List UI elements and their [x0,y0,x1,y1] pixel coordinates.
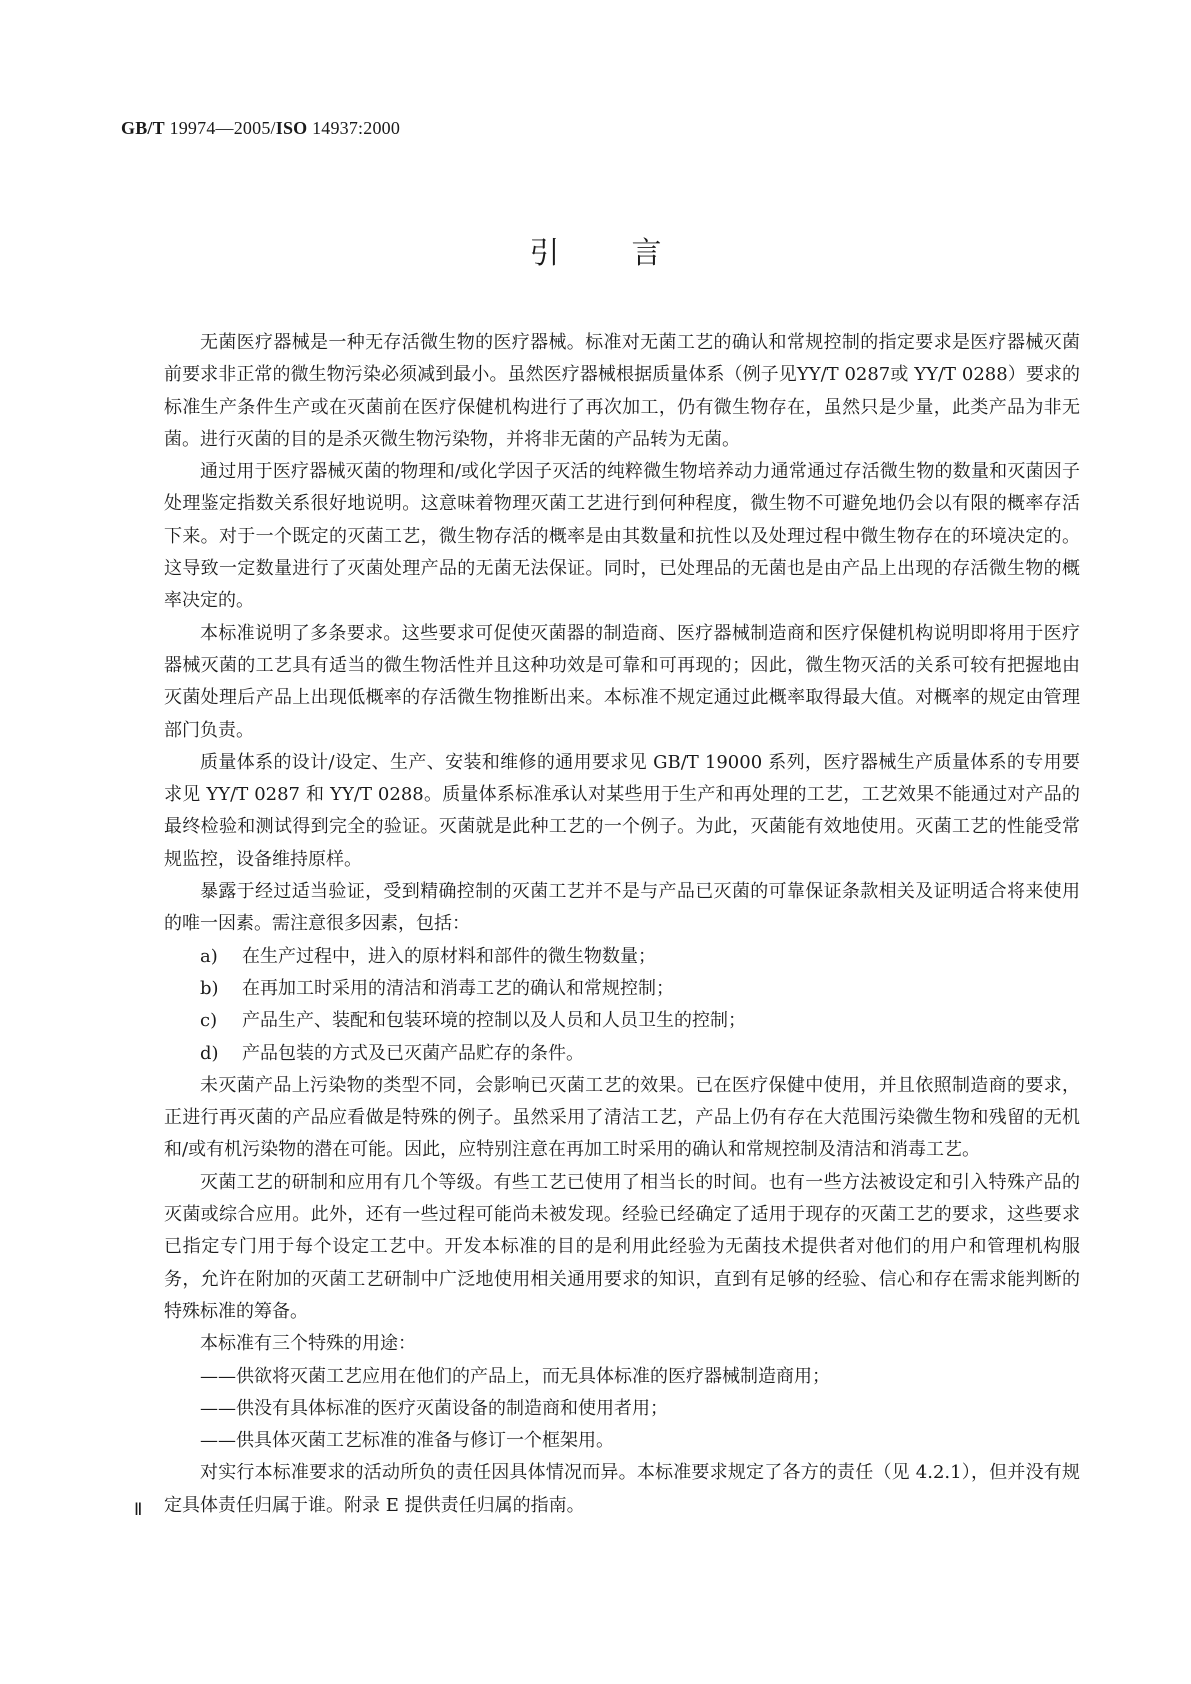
paragraph: 通过用于医疗器械灭菌的物理和/或化学因子灭活的纯粹微生物培养动力通常通过存活微生物的数量和灭菌因子处理鉴定指数关系很好地说明。这意味着物理灭菌工艺进行到何种程度，微生物不可避免地仍会以有限的概率存活下来。对于一个既定的灭菌工艺，微生物存活的概率是由其数量和抗性以及处理过程中微生物存在的环境决定的。这导致一定数量进行了灭菌处理产品的无菌无法保证。同时，已处理品的无菌也是由产品上出现的存活微生物的概率决定的。 [164,461,1080,612]
gb-number: 19974—2005 [169,118,271,138]
list-item: d) 产品包装的方式及已灭菌产品贮存的条件。 [200,1042,584,1064]
paragraph: 对实行本标准要求的活动所负的责任因具体情况而异。本标准要求规定了各方的责任（见 4.2.1），但并没有规定具体责任归属于谁。附录 E 提供责任归属的指南。 [164,1462,1080,1516]
paragraph: 无菌医疗器械是一种无存活微生物的医疗器械。标准对无菌工艺的确认和常规控制的指定要求是医疗器械灭菌前要求非正常的微生物污染必须减到最小。虽然医疗器械根据质量体系（例子见YY/T 0287或 YY/T 0288）要求的标准生产条件生产或在灭菌前在医疗保健机构进行了再次加工，仍有微生物存在，虽然只是少量，此类产品为非无菌。进行灭菌的目的是杀灭微生物污染物，并将非无菌的产品转为无菌。 [164,332,1080,450]
page-number: Ⅱ [134,1500,143,1519]
page-title [0,228,1191,272]
gb-prefix: GB/T [121,118,165,138]
title-char-2: 言 [631,236,662,271]
list-item: c) 产品生产、装配和包装环境的控制以及人员和人员卫生的控制； [200,1010,746,1032]
paragraph: 灭菌工艺的研制和应用有几个等级。有些工艺已使用了相当长的时间。也有一些方法被设定和引入特殊产品的灭菌或综合应用。此外，还有一些过程可能尚未被发现。经验已经确定了适用于现存的灭菌工艺的要求，这些要求已指定专门用于每个设定工艺中。开发本标准的目的是利用此经验为无菌技术提供者对他们的用户和管理机构服务，允许在附加的灭菌工艺研制中广泛地使用相关通用要求的知识，直到有足够的经验、信心和存在需求能判断的特殊标准的筹备。 [164,1171,1080,1322]
body-text [164,327,1080,1522]
dash-item: ——供没有具体标准的医疗灭菌设备的制造商和使用者用； [200,1397,668,1419]
dash-item: ——供欲将灭菌工艺应用在他们的产品上，而无具体标准的医疗器械制造商用； [200,1365,830,1387]
title-char-1: 引 [529,236,560,271]
list-item: a) 在生产过程中，进入的原材料和部件的微生物数量； [200,945,656,967]
iso-number: 14937:2000 [312,118,401,138]
paragraph: 质量体系的设计/设定、生产、安装和维修的通用要求见 GB/T 19000 系列，医疗器械生产质量体系的专用要求见 YY/T 0287 和 YY/T 0288。质量体系标准承认对某些用于生产和再处理的工艺，工艺效果不能通过对产品的最终检验和测试得到完全的验证。灭菌就是此种工艺的一个例子。为此，灭菌能有效地使用。灭菌工艺的性能受常规监控，设备维持原样。 [164,751,1080,870]
iso-prefix: ISO [275,118,308,138]
paragraph: 本标准说明了多条要求。这些要求可促使灭菌器的制造商、医疗器械制造商和医疗保健机构说明即将用于医疗器械灭菌的工艺具有适当的微生物活性并且这种功效是可靠和可再现的；因此，微生物灭活的关系可较有把握地由灭菌处理后产品上出现低概率的存活微生物推断出来。本标准不规定通过此概率取得最大值。对概率的规定由管理部门负责。 [164,622,1080,741]
paragraph: 未灭菌产品上污染物的类型不同，会影响已灭菌工艺的效果。已在医疗保健中使用，并且依照制造商的要求，正进行再灭菌的产品应看做是特殊的例子。虽然采用了清洁工艺，产品上仍有存在大范围污染微生物和残留的无机和/或有机污染物的潜在可能。因此，应特别注意在再加工时采用的确认和常规控制及清洁和消毒工艺。 [164,1074,1080,1161]
list-item: b) 在再加工时采用的清洁和消毒工艺的确认和常规控制； [200,977,674,999]
document-header: GB/T 19974—2005/ISO 14937:2000 [121,118,401,138]
dash-item: ——供具体灭菌工艺标准的准备与修订一个框架用。 [200,1430,614,1452]
paragraph: 本标准有三个特殊的用途： [200,1333,416,1355]
paragraph: 暴露于经过适当验证，受到精确控制的灭菌工艺并不是与产品已灭菌的可靠保证条款相关及证明适合将来使用的唯一因素。需注意很多因素，包括： [164,881,1080,935]
